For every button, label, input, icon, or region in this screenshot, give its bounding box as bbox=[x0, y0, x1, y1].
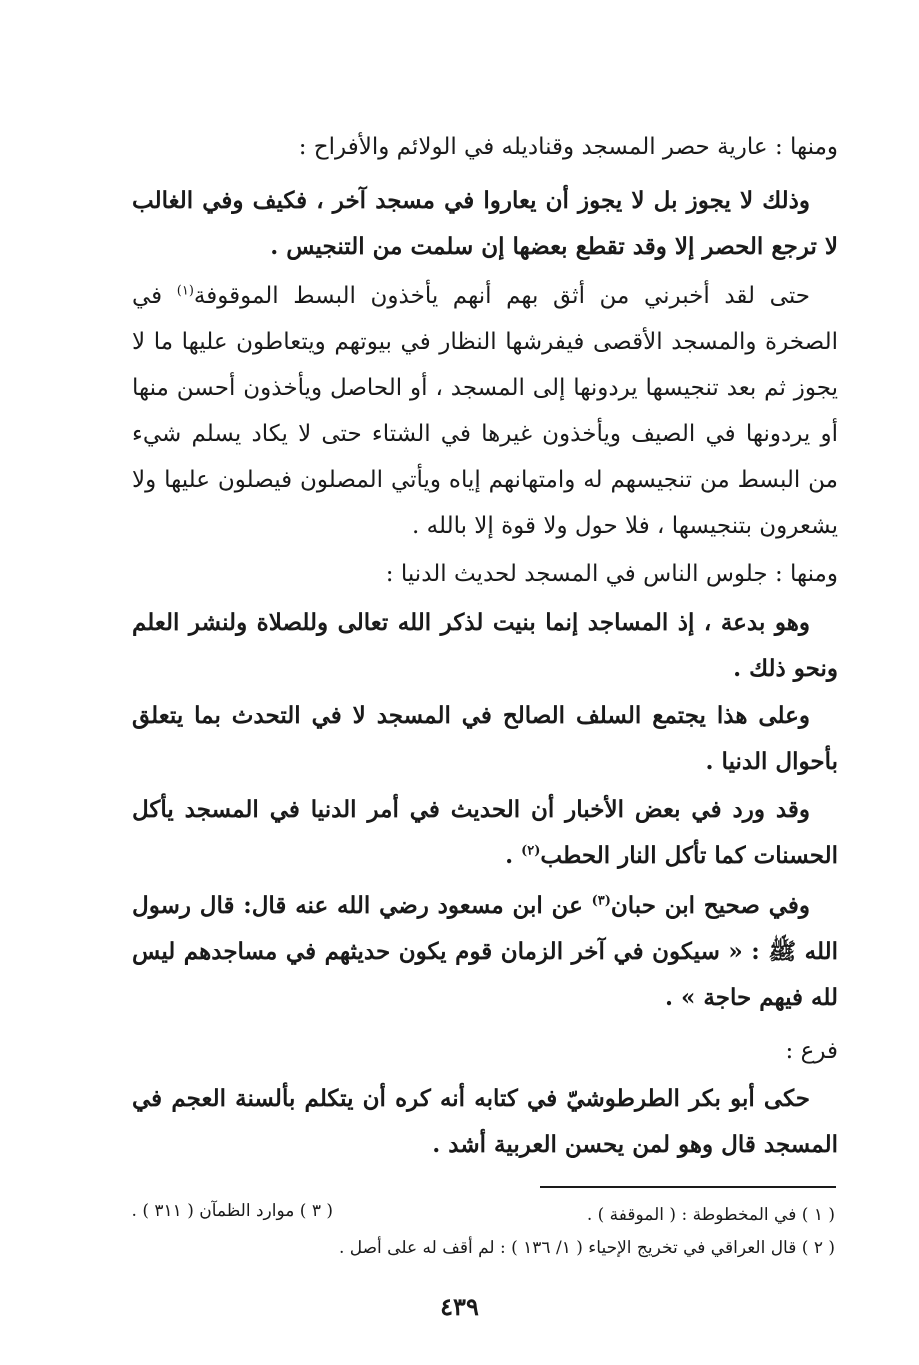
footnote-2: ( ٢ ) قال العراقي في تخريج الإحياء ( ١/ ١٣٦ ) : لم أقف له على أصل . bbox=[338, 1238, 835, 1258]
paragraph-lending-prohibition: وذلك لا يجوز بل لا يجوز أن يعاروا في مسجد آخر ، فكيف وفي الغالب لا ترجع الحصر إلا وقد تقطع بعضها إن سلمت من التنجيس . bbox=[132, 187, 838, 260]
footnote-ref-2: (٢) bbox=[521, 843, 541, 859]
paragraph-turtushi: حكى أبو بكر الطرطوشيّ في كتابه أنه كره أن يتكلم بألسنة العجم في المسجد قال وهو لمن يحسن العربية أشد . bbox=[132, 1085, 838, 1158]
paragraph-salaf: وعلى هذا يجتمع السلف الصالح في المسجد لا في التحدث بما يتعلق بأحوال الدنيا . bbox=[132, 702, 838, 775]
footnote-1: ( ١ ) في المخطوطة : ( الموقفة ) . bbox=[586, 1205, 835, 1225]
section-heading-branch: فرع : bbox=[785, 1038, 838, 1064]
paragraph-reports: وقد ورد في بعض الأخبار أن الحديث في أمر الدنيا في المسجد يأكل الحسنات كما تأكل النار الحطب$^{(٢)}$ . bbox=[132, 796, 838, 869]
paragraph-innovation: وهو بدعة ، إذ المساجد إنما بنيت لذكر الله تعالى وللصلاة ولنشر العلم ونحو ذلك . bbox=[132, 609, 838, 682]
paragraph-carpets: حتى لقد أخبرني من أثق بهم أنهم يأخذون البسط الموقوفة$^{(١)}$ في الصخرة والمسجد الأقصى فيفرشها النظار في بيوتهم ويتعاطون عليها ما لا يجوز ثم بعد تنجيسها يردونها إلى المسجد ، أو الحاصل ويأخذون أحسن منها أو يردونها في الصيف ويأخذون غيرها في الشتاء حتى لا يكاد يسلم شيء من البسط من تنجيسهم له وامتهانهم إياه ويأتي المصلون فيصلون عليها ولا يشعرون بتنجيسها ، فلا حول ولا قوة إلا بالله . bbox=[132, 283, 838, 539]
section-heading-worldly-talk: ومنها : جلوس الناس في المسجد لحديث الدنيا : bbox=[385, 561, 838, 587]
footnote-separator bbox=[540, 1186, 836, 1188]
footnote-ref-3: (٣) bbox=[591, 893, 611, 909]
section-heading-lending: ومنها : عارية حصر المسجد وقناديله في الولائم والأفراح : bbox=[298, 134, 838, 160]
footnote-ref-1: (١) bbox=[176, 283, 194, 299]
footnote-3: ( ٣ ) موارد الظمآن ( ٣١١ ) . bbox=[131, 1201, 333, 1221]
page-number: ٤٣٩ bbox=[440, 1292, 479, 1321]
paragraph-hadith: وفي صحيح ابن حبان$^{(٣)}$ عن ابن مسعود رضي الله عنه قال: قال رسول الله ﷺ : « سيكون في آخر الزمان قوم يكون حديثهم في مساجدهم ليس لله فيهم حاجة » . bbox=[132, 892, 838, 1011]
